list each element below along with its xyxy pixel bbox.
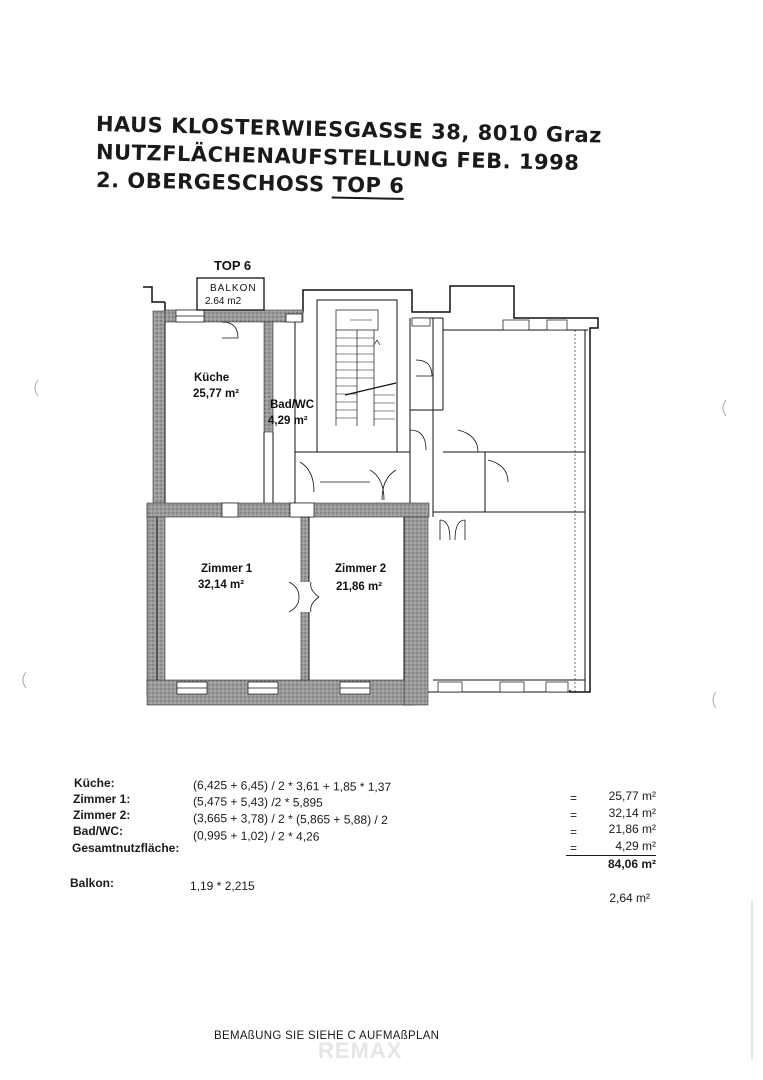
calc-total-label: Gesamtnutzfläche: <box>72 841 180 855</box>
calc-label-kueche: Küche: <box>74 776 115 790</box>
room-kueche-name: Küche <box>194 372 230 384</box>
calc-balcony-formula: 1,19 * 2,215 <box>190 879 255 893</box>
punch-hole-mark <box>723 400 726 416</box>
unit-underlined: TOP 6 <box>332 172 405 198</box>
footer-note: BEMAßUNG SIE SIEHE C AUFMAßPLAN <box>214 1030 440 1042</box>
calc-result-kueche: 25,77 m² <box>608 789 656 803</box>
calc-formula-kueche: (6,425 + 6,45) / 2 * 3,61 + 1,85 * 1,37 <box>192 777 392 795</box>
punch-hole-mark <box>23 672 26 688</box>
punch-hole-mark <box>35 380 38 396</box>
floor-label: 2. OBERGESCHOSS <box>95 168 333 197</box>
calc-formula-badwc: (0,995 + 1,02) / 2 * 4,26 <box>192 828 320 844</box>
calc-eq-badwc: = <box>570 841 578 855</box>
calc-label-badwc: Bad/WC: <box>73 824 123 838</box>
calc-eq-zimmer2: = <box>570 825 578 839</box>
room-kueche-area: 25,77 m² <box>193 388 240 400</box>
room-zimmer1-name: Zimmer 1 <box>201 563 253 575</box>
calc-label-zimmer1: Zimmer 1: <box>73 792 131 806</box>
calc-result-zimmer2: 21,86 m² <box>608 822 656 836</box>
sum-rule <box>566 855 656 856</box>
calc-label-zimmer2: Zimmer 2: <box>73 808 131 822</box>
wall-hatched <box>147 505 157 695</box>
calc-formula-zimmer2: (3,665 + 3,78) / 2 * (5,865 + 5,88) / 2 <box>192 810 388 828</box>
calc-balcony-value: 2,64 m² <box>609 891 650 905</box>
calc-total-value: 84,06 m² <box>607 857 656 871</box>
balcony-area: 2.64 m2 <box>205 296 242 307</box>
room-badwc-name: Bad/WC <box>270 399 315 411</box>
unit-label: TOP 6 <box>214 258 252 273</box>
calc-eq-kueche: = <box>570 791 578 805</box>
wall-hatched <box>147 503 429 517</box>
title-address: HAUS KLOSTERWIESGASSE 38, 8010 Graz <box>95 112 603 148</box>
title-subject: NUTZFLÄCHENAUFSTELLUNG FEB. 1998 <box>95 140 580 175</box>
building-outline <box>165 286 598 692</box>
balcony-label: BALKON <box>210 283 257 294</box>
room-badwc-area: 4,29 m² <box>268 415 308 427</box>
calc-result-zimmer1: 32,14 m² <box>608 806 656 820</box>
calc-formula-zimmer1: (5,475 + 5,43) /2 * 5,895 <box>192 794 323 810</box>
wall-hatched <box>404 517 428 705</box>
room-zimmer1-area: 32,14 m² <box>198 579 245 591</box>
calc-balcony-label: Balkon: <box>70 876 115 890</box>
watermark: REMAX <box>318 1038 403 1063</box>
punch-hole-mark <box>713 692 716 708</box>
calc-eq-zimmer1: = <box>570 808 578 822</box>
room-zimmer2-area: 21,86 m² <box>336 581 383 593</box>
room-zimmer2-name: Zimmer 2 <box>335 563 387 575</box>
calc-result-badwc: 4,29 m² <box>615 839 656 853</box>
building-outline <box>143 287 165 302</box>
